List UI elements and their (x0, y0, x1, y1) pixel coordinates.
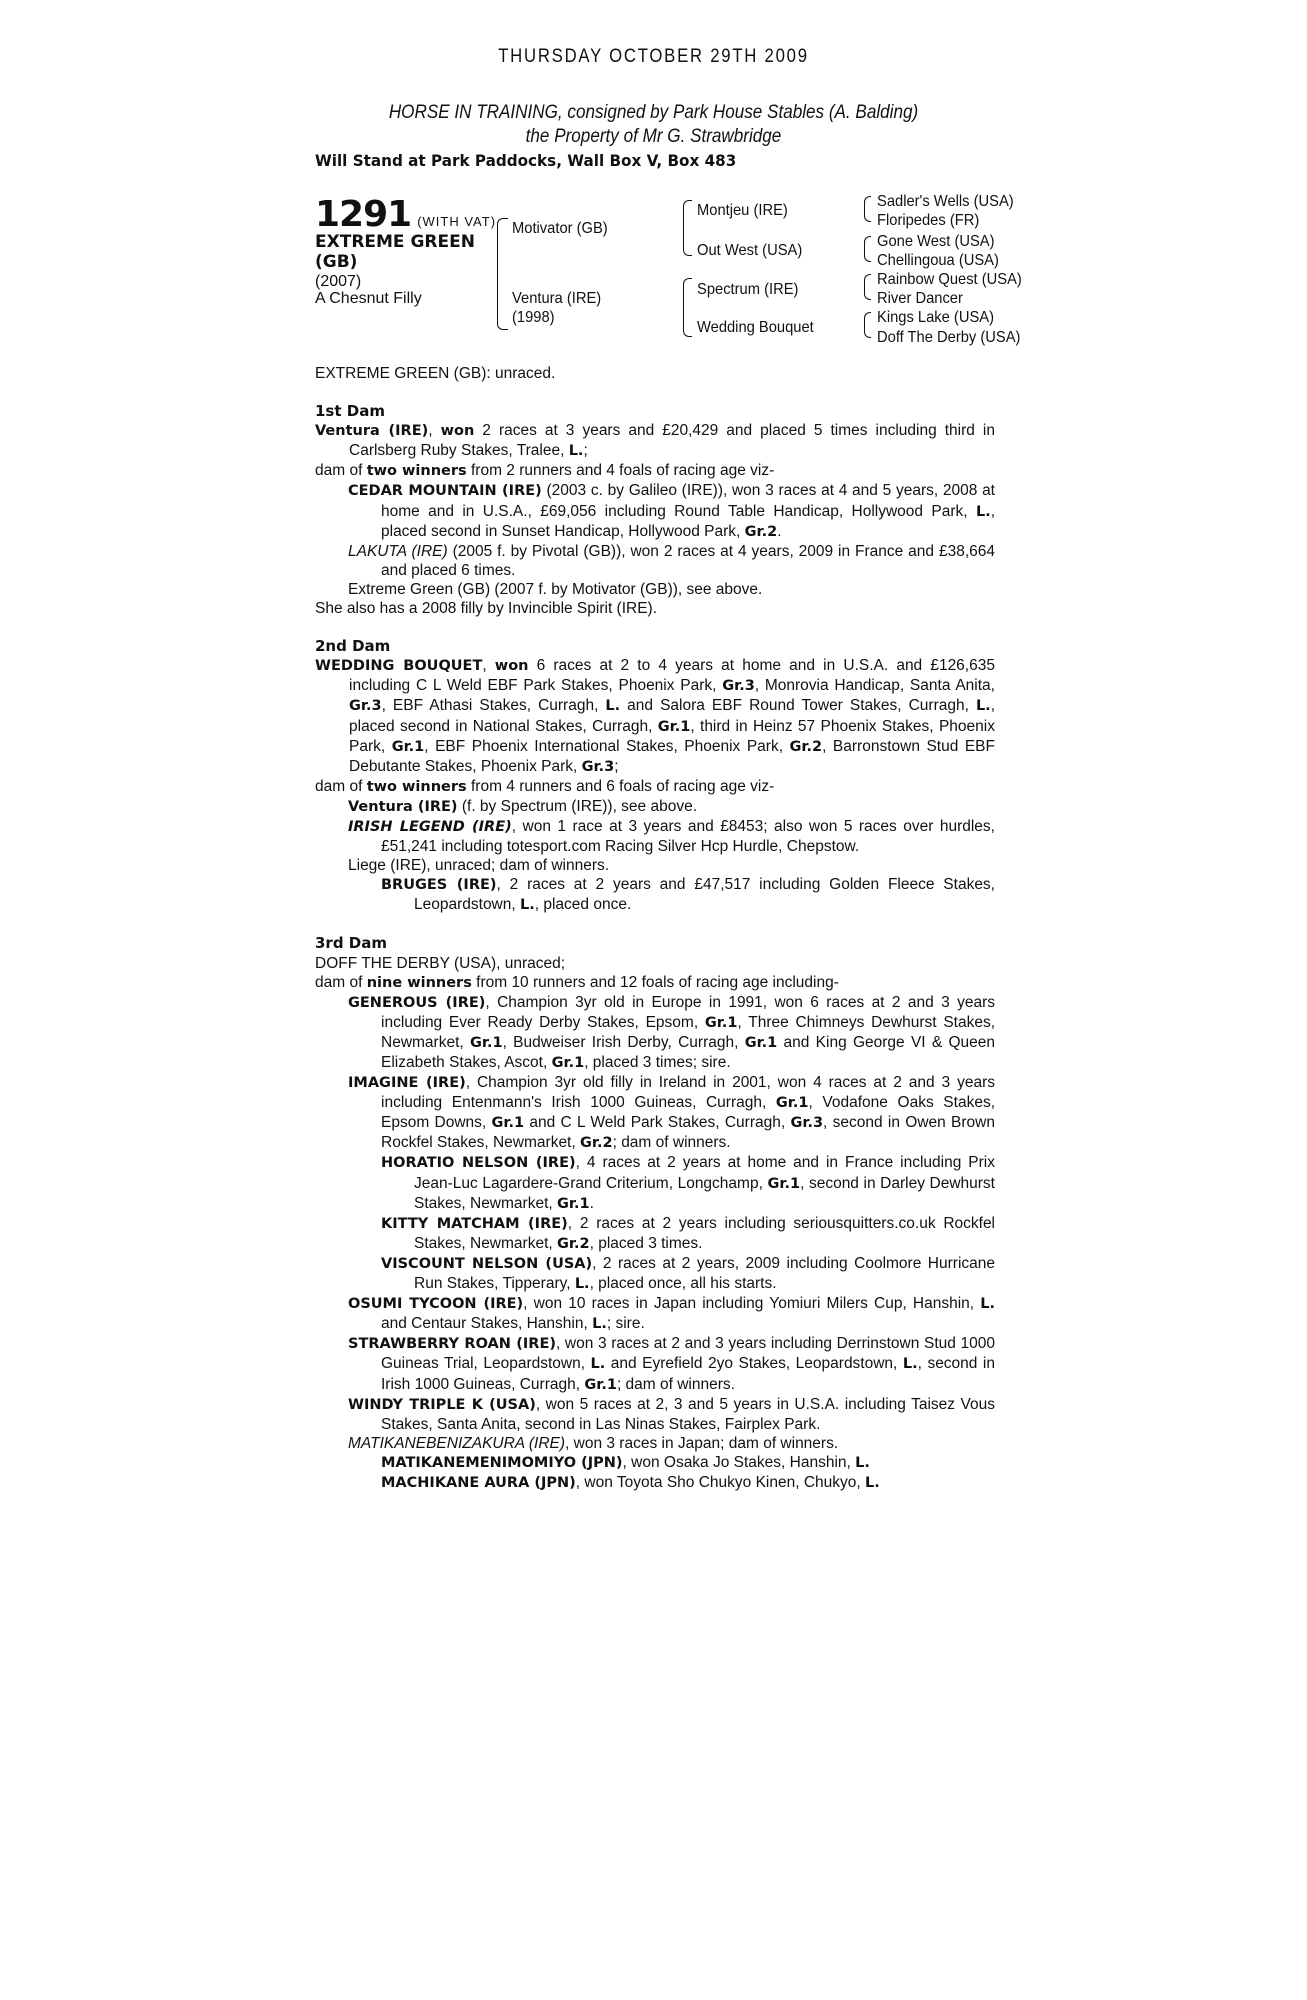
stand-location: Will Stand at Park Paddocks, Wall Box V, Box 483 (315, 151, 737, 170)
third-dam-produce: dam of nine winners from 10 runners and 12 foals of racing age including- (315, 973, 839, 991)
pedigree-brace-main (497, 218, 508, 330)
produce-item: HORATIO NELSON (IRE), 4 races at 2 years at home and in France including Prix Jean-Luc Lagardere-Grand Criterium, Longchamp, Gr.1, second in Darley Dewhurst Stakes, Newmarket, Gr.1. (381, 1154, 995, 1212)
pedigree-ds: Spectrum (IRE) (697, 281, 799, 298)
pedigree-brace-dam (683, 278, 692, 337)
horse-description: A Chesnut Filly (315, 290, 422, 307)
racing-summary: EXTREME GREEN (GB): unraced. (315, 365, 556, 382)
produce-item: Liege (IRE), unraced; dam of winners. (348, 857, 610, 875)
sale-date: THURSDAY OCTOBER 29TH 2009 (498, 46, 809, 67)
produce-item: IMAGINE (IRE), Champion 3yr old filly in Ireland in 2001, won 4 races at 2 and 3 years including Entenmann's Irish 1000 Guineas, Curragh, Gr.1, Vodafone Oaks Stakes, Epsom Downs, Gr.1 and C L Weld Park Stakes, Curragh, Gr.3, second in Owen Brown Rockfel Stakes, Newmarket, Gr.2; dam of winners. (348, 1074, 995, 1152)
second-dam-entry: WEDDING BOUQUET, won 6 races at 2 to 4 years at home and in U.S.A. and £126,635 including C L Weld EBF Park Stakes, Phoenix Park, Gr.3, Monrovia Handicap, Santa Anita, Gr.3, EBF Athasi Stakes, Curragh, L. and Salora EBF Round Tower Stakes, Curragh, L., placed second in National Stakes, Curragh, Gr.1, third in Heinz 57 Phoenix Stakes, Phoenix Park, Gr.1, EBF Phoenix International Stakes, Phoenix Park, Gr.2, Barronstown Stud EBF Debutante Stakes, Phoenix Park, Gr.3; (315, 657, 995, 775)
vat-note: (WITH VAT) (417, 214, 497, 229)
lot-header (315, 194, 496, 235)
first-dam-produce: dam of two winners from 2 runners and 4 foals of racing age viz- (315, 462, 775, 480)
produce-item: LAKUTA (IRE) (2005 f. by Pivotal (GB)), won 2 races at 4 years, 2009 in France and £38,664 and placed 6 times. (348, 542, 995, 579)
first-dam-entry: Ventura (IRE), won 2 races at 3 years and £20,429 and placed 5 times including third in Carlsberg Ruby Stakes, Tralee, L.; (315, 422, 995, 460)
pedigree-dds: Kings Lake (USA) (877, 309, 994, 326)
pedigree-dam: Ventura (IRE) (512, 290, 602, 307)
first-dam-heading: 1st Dam (315, 402, 385, 421)
produce-item: OSUMI TYCOON (IRE), won 10 races in Japan including Yomiuri Milers Cup, Hanshin, L. and Centaur Stakes, Hanshin, L.; sire. (348, 1295, 995, 1333)
produce-item: KITTY MATCHAM (IRE), 2 races at 2 years including seriousquitters.co.uk Rockfel Stakes, Newmarket, Gr.2, placed 3 times. (381, 1214, 996, 1252)
produce-record (315, 364, 995, 1493)
pedigree-ss: Montjeu (IRE) (697, 202, 788, 219)
pedigree-sss: Sadler's Wells (USA) (877, 193, 1014, 210)
produce-item: Ventura (IRE) (f. by Spectrum (IRE)), see above. (348, 797, 698, 815)
third-dam-entry: DOFF THE DERBY (USA), unraced; (315, 954, 566, 972)
pedigree-brace-ds (864, 274, 871, 300)
pedigree-sdd: Chellingoua (USA) (877, 252, 999, 269)
pedigree-brace-sire (683, 200, 692, 256)
pedigree-brace-dd (864, 312, 871, 338)
pedigree-brace-sd (864, 236, 871, 262)
pedigree-sds: Gone West (USA) (877, 233, 995, 250)
pedigree-dd: Wedding Bouquet (697, 319, 814, 336)
produce-item: WINDY TRIPLE K (USA), won 5 races at 2, 3 and 5 years in U.S.A. including Taisez Vous Stakes, Santa Anita, second in Las Ninas Stakes, Fairplex Park. (348, 1395, 995, 1433)
produce-item: IRISH LEGEND (IRE), won 1 race at 3 years and £8453; also won 5 races over hurdles, £51,241 including totesport.com Racing Silver Hcp Hurdle, Chepstow. (348, 817, 995, 856)
produce-item: GENEROUS (IRE), Champion 3yr old in Europe in 1991, won 6 races at 2 and 3 years including Ever Ready Derby Stakes, Epsom, Gr.1, Three Chimneys Dewhurst Stakes, Newmarket, Gr.1, Budweiser Irish Derby, Curragh, Gr.1 and King George VI & Queen Elizabeth Stakes, Ascot, Gr.1, placed 3 times; sire. (348, 993, 996, 1071)
second-dam-produce: dam of two winners from 4 runners and 6 foals of racing age viz- (315, 777, 775, 795)
horse-name: EXTREME GREEN (GB) (315, 232, 475, 272)
pedigree-sd: Out West (USA) (697, 242, 803, 259)
owner-line: the Property of Mr G. Strawbridge (525, 126, 782, 147)
horse-year: (2007) (315, 273, 362, 290)
produce-item: STRAWBERRY ROAN (IRE), won 3 races at 2 and 3 years including Derrinstown Stud 1000 Guineas Trial, Leopardstown, L. and Eyrefield 2yo Stakes, Leopardstown, L., second in Irish 1000 Guineas, Curragh, Gr.1; dam of winners. (348, 1335, 995, 1393)
produce-item: MACHIKANE AURA (JPN), won Toyota Sho Chukyo Kinen, Chukyo, L. (381, 1473, 880, 1491)
pedigree-dss: Rainbow Quest (USA) (877, 271, 1022, 288)
pedigree-ssd: Floripedes (FR) (877, 212, 980, 229)
produce-item: BRUGES (IRE), 2 races at 2 years and £47,517 including Golden Fleece Stakes, Leopardstown, L., placed once. (381, 876, 995, 914)
pedigree-dam-year: (1998) (512, 309, 555, 326)
pedigree-brace-ss (864, 196, 871, 222)
produce-item: MATIKANEBENIZAKURA (IRE), won 3 races in Japan; dam of winners. (348, 1434, 839, 1452)
pedigree-dsd: River Dancer (877, 290, 963, 307)
second-dam-heading: 2nd Dam (315, 637, 391, 656)
produce-note: She also has a 2008 filly by Invincible Spirit (IRE). (315, 600, 658, 618)
produce-item: VISCOUNT NELSON (USA), 2 races at 2 years, 2009 including Coolmore Hurricane Run Stakes, Tipperary, L., placed once, all his starts. (381, 1254, 996, 1293)
produce-item: Extreme Green (GB) (2007 f. by Motivator (GB)), see above. (348, 580, 763, 598)
pedigree-sire: Motivator (GB) (512, 220, 608, 237)
produce-item: CEDAR MOUNTAIN (IRE) (2003 c. by Galileo (IRE)), won 3 races at 4 and 5 years, 2008 at home and in U.S.A., £69,056 including Round Table Handicap, Hollywood Park, L., placed second in Sunset Handicap, Hollywood Park, Gr.2. (348, 482, 995, 540)
consignor-line: HORSE IN TRAINING, consigned by Park House Stables (A. Balding) (388, 102, 919, 123)
third-dam-heading: 3rd Dam (315, 934, 387, 953)
produce-item: MATIKANEMENIMOMIYO (JPN), won Osaka Jo Stakes, Hanshin, L. (381, 1453, 870, 1471)
lot-number: 1291 (315, 194, 412, 235)
pedigree-ddd: Doff The Derby (USA) (877, 329, 1021, 346)
